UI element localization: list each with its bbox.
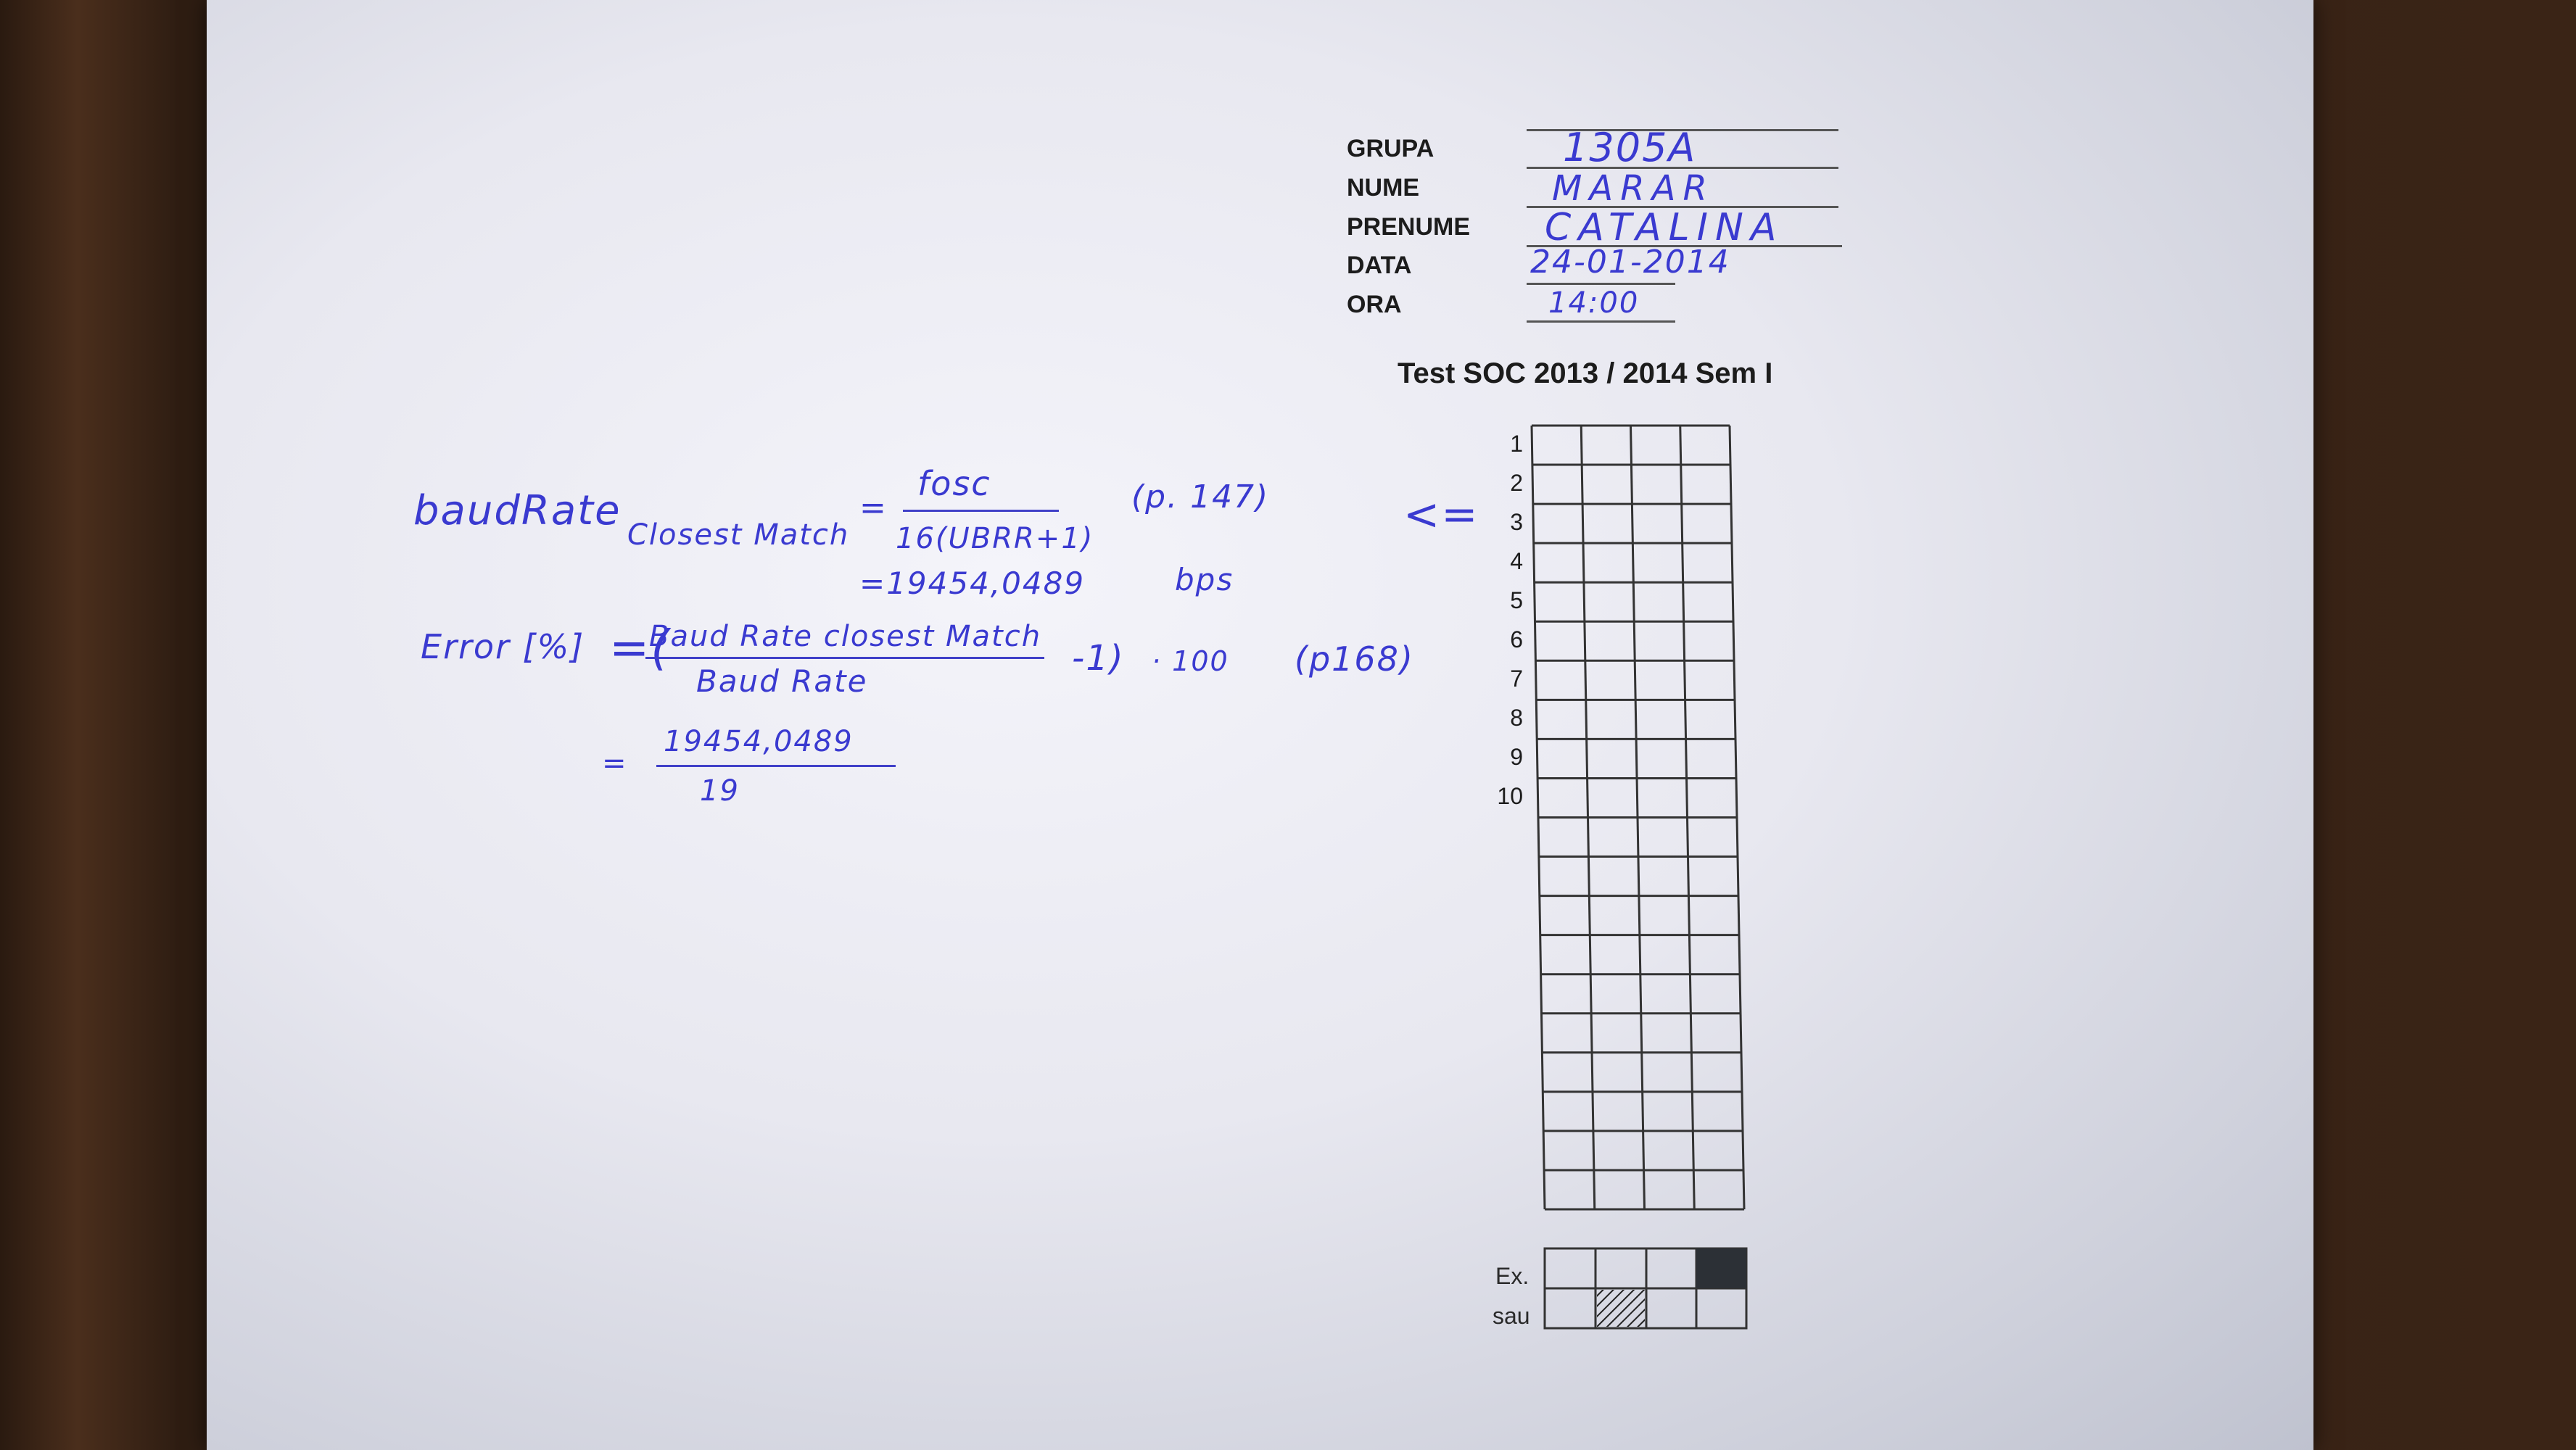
example-grid [1545,1248,1746,1328]
hw-closest-match: Closest Match [627,518,850,552]
row-number: 4 [1510,548,1523,574]
hw-frac-den: Baud Rate [696,663,868,699]
hw-error-label: Error [%] [421,627,585,666]
row-number: 2 [1510,470,1523,496]
hw-ubrr: 16(UBRR+1) [896,522,1094,555]
hw-page-ref-2: (p168) [1295,639,1414,679]
hw-equals: = [859,489,888,526]
hw-minus-one: -1) [1072,638,1125,679]
row-number: 5 [1510,587,1523,613]
hw-num2: 19454,0489 [664,725,854,758]
or-label: sau [1493,1303,1530,1329]
label-prenume: PRENUME [1347,213,1471,241]
hw-result: =19454,0489 [859,566,1086,601]
fraction-bar [656,765,896,767]
hatched-example-cell [1597,1290,1645,1327]
row-number: 3 [1510,509,1523,535]
filled-example-cell [1696,1248,1746,1288]
label-grupa: GRUPA [1347,135,1434,162]
hw-den2: 19 [700,774,740,808]
fraction-bar [645,657,1044,659]
hw-unit: bps [1175,562,1234,597]
label-nume: NUME [1347,174,1420,202]
value-nume: MARAR [1552,168,1714,209]
value-ora: 14:00 [1548,286,1640,320]
value-grupa: 1305A [1563,125,1697,170]
value-prenume: CATALINA [1545,206,1784,249]
label-data: DATA [1347,252,1412,279]
row-number: 8 [1510,705,1523,731]
hw-page-ref-1: (p. 147) [1131,478,1270,515]
fraction-bar [903,510,1059,512]
hw-baudrate: baudRate [413,487,622,534]
hw-eq2: = [602,747,628,780]
hw-fosc: fosc [917,464,991,503]
row-number: 6 [1510,626,1523,652]
hw-times-100: · 100 [1152,645,1229,677]
hw-error-open: =( [609,620,672,676]
row-number: 10 [1497,783,1523,809]
example-label: Ex. [1495,1263,1530,1289]
row-number: 7 [1510,666,1523,692]
row-number: 1 [1510,431,1523,457]
test-title: Test SOC 2013 / 2014 Sem I [1398,357,1773,389]
label-ora: ORA [1347,291,1402,318]
hw-arrow: <= [1403,489,1479,540]
row-number: 9 [1510,744,1523,770]
hw-frac-num: Baud Rate closest Match [649,620,1042,653]
value-data: 24-01-2014 [1530,244,1730,281]
